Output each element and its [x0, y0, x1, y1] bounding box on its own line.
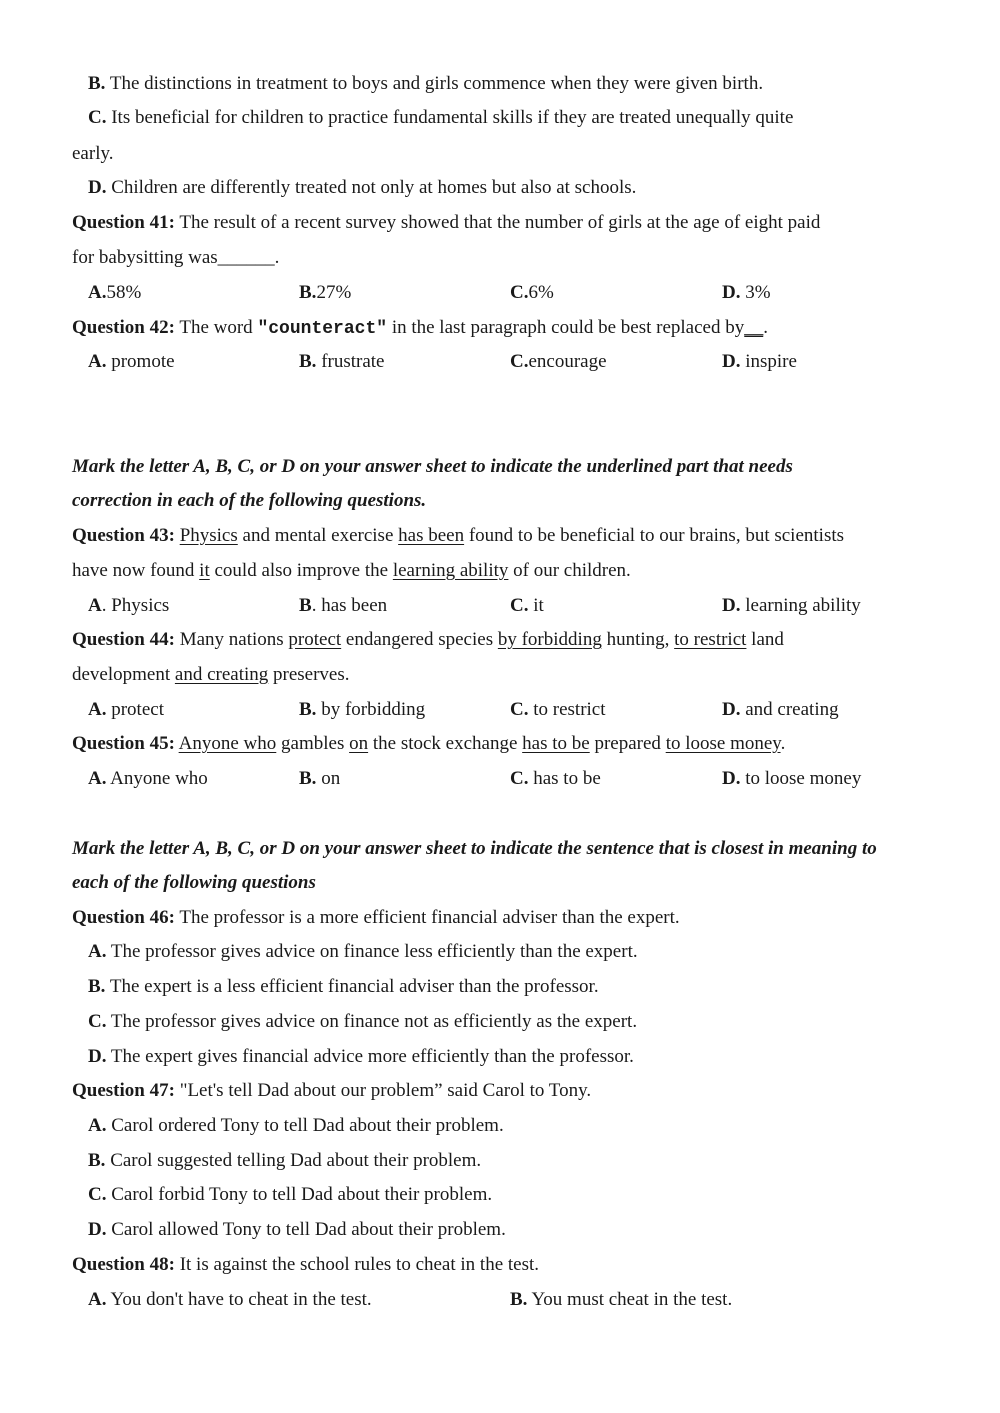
question-47	[72, 1079, 591, 1103]
instruction-error-correction-continued: correction in each of the following questions.	[72, 490, 427, 511]
option-text: Children are differently treated not only at homes but also at schools.	[106, 177, 637, 198]
q43-option-b	[299, 594, 387, 618]
option-letter: D.	[88, 1219, 107, 1240]
question-label: Question 47:	[72, 1080, 175, 1101]
underlined-part-d: and creating	[174, 664, 269, 685]
question-text: in the last paragraph could be best replaced by	[387, 317, 745, 338]
question-text: land	[746, 629, 784, 650]
option-text: Its beneficial for children to practice fundamental skills if they are treated unequally quite	[106, 107, 794, 128]
q40-option-b	[88, 72, 763, 96]
q46-option-c	[88, 1010, 637, 1034]
option-letter: A.	[88, 699, 107, 720]
question-label: Question 43:	[72, 525, 175, 546]
option-letter: A	[88, 595, 102, 616]
question-45	[72, 732, 785, 756]
option-text: Carol forbid Tony to tell Dad about their problem.	[106, 1184, 493, 1205]
question-text: The result of a recent survey showed that the number of girls at the age of eight paid	[174, 212, 821, 233]
option-letter: C.	[88, 1184, 107, 1205]
question-44-continued	[72, 663, 350, 687]
question-41	[72, 211, 820, 235]
option-letter: C.	[510, 351, 529, 372]
q47-option-a	[88, 1114, 504, 1138]
option-letter: C.	[510, 282, 529, 303]
underlined-part-b: has been	[398, 525, 465, 546]
option-letter: A.	[88, 941, 107, 962]
option-text: it	[528, 595, 544, 616]
question-text: and mental exercise	[237, 525, 399, 546]
question-text: The professor is a more efficient financial adviser than the expert.	[174, 907, 680, 928]
q48-option-b	[510, 1288, 732, 1312]
question-41-continued: for babysitting was______.	[72, 247, 280, 268]
q41-option-b	[299, 281, 351, 305]
q42-option-b	[299, 350, 385, 374]
option-letter: B.	[88, 73, 106, 94]
underlined-part-d: to loose money	[665, 733, 781, 754]
question-text: Many nations	[174, 629, 289, 650]
q48-option-a	[88, 1288, 372, 1312]
question-text: .	[763, 317, 768, 338]
q44-option-d	[722, 698, 839, 722]
option-letter: B.	[299, 768, 317, 789]
option-letter: D.	[722, 699, 741, 720]
q43-option-a	[88, 594, 169, 618]
q42-option-d	[722, 350, 797, 374]
option-letter: B.	[299, 282, 317, 303]
option-letter: D.	[722, 282, 741, 303]
underlined-part-a: Physics	[179, 525, 238, 546]
instruction-error-correction: Mark the letter A, B, C, or D on your answer sheet to indicate the underlined part that needs	[72, 456, 793, 477]
question-text: have now found	[72, 560, 200, 581]
option-letter: D.	[722, 768, 741, 789]
option-text: encourage	[528, 351, 607, 372]
q45-option-b	[299, 767, 340, 791]
option-letter: C.	[510, 768, 529, 789]
option-letter: D.	[722, 595, 741, 616]
q41-option-d	[722, 281, 771, 305]
question-text: The word	[174, 317, 258, 338]
q42-option-c	[510, 350, 607, 374]
option-letter: C.	[510, 699, 529, 720]
q40-option-d	[88, 176, 636, 200]
q43-option-d	[722, 594, 861, 618]
q45-option-c	[510, 767, 601, 791]
option-letter: A.	[88, 1289, 107, 1310]
q47-option-c	[88, 1183, 492, 1207]
option-text: to restrict	[528, 699, 606, 720]
option-text: The professor gives advice on finance less efficiently than the expert.	[106, 941, 638, 962]
question-46	[72, 906, 680, 930]
option-text: inspire	[740, 351, 797, 372]
underlined-part-d: learning ability	[392, 560, 509, 581]
question-text: .	[780, 733, 786, 754]
question-text: of our children.	[508, 560, 631, 581]
option-letter: C.	[88, 1011, 107, 1032]
question-text: prepared	[589, 733, 666, 754]
option-text: The expert gives financial advice more efficiently than the professor.	[106, 1046, 634, 1067]
q46-option-a	[88, 940, 638, 964]
q47-option-d	[88, 1218, 506, 1242]
q42-option-a	[88, 350, 175, 374]
option-text: promote	[106, 351, 175, 372]
option-letter: A.	[88, 768, 107, 789]
underlined-part-c: has to be	[522, 733, 590, 754]
option-letter: A.	[88, 282, 107, 303]
question-43	[72, 524, 844, 548]
option-letter: C.	[510, 595, 529, 616]
question-label: Question 44:	[72, 629, 175, 650]
question-label: Question 48:	[72, 1254, 175, 1275]
question-text: gambles	[276, 733, 350, 754]
option-text: 3%	[740, 282, 771, 303]
q40-option-c-continued: early.	[72, 143, 114, 164]
option-text: Carol allowed Tony to tell Dad about their problem.	[106, 1219, 506, 1240]
q45-option-a	[88, 767, 208, 791]
instruction-closest-meaning: Mark the letter A, B, C, or D on your answer sheet to indicate the sentence that is closest in meaning to	[72, 838, 877, 859]
option-text: by forbidding	[316, 699, 426, 720]
option-letter: D.	[722, 351, 741, 372]
question-text: endangered species	[341, 629, 498, 650]
instruction-closest-meaning-continued: each of the following questions	[72, 872, 316, 893]
question-text: could also improve the	[209, 560, 393, 581]
q41-option-a	[88, 281, 141, 305]
question-43-continued	[72, 559, 631, 583]
question-text: hunting,	[601, 629, 675, 650]
underlined-part-c: it	[199, 560, 210, 581]
question-44	[72, 628, 784, 652]
q43-option-c	[510, 594, 544, 618]
option-text: to loose money	[740, 768, 862, 789]
option-letter: C.	[88, 107, 107, 128]
q47-option-b	[88, 1149, 481, 1173]
question-42	[72, 316, 768, 341]
answer-blank: __	[744, 317, 764, 338]
option-text: Carol ordered Tony to tell Dad about their problem.	[106, 1115, 504, 1136]
question-text: preserves.	[268, 664, 350, 685]
option-letter: B.	[299, 351, 317, 372]
option-text: 6%	[528, 282, 554, 303]
option-letter: D.	[88, 1046, 107, 1067]
option-text: frustrate	[316, 351, 385, 372]
option-text: learning ability	[740, 595, 861, 616]
q44-option-c	[510, 698, 606, 722]
question-48	[72, 1253, 539, 1277]
highlighted-word: "counteract"	[257, 319, 388, 339]
q44-option-b	[299, 698, 425, 722]
q40-option-c	[88, 106, 793, 130]
option-letter: B.	[88, 1150, 106, 1171]
question-label: Question 45:	[72, 733, 175, 754]
option-letter: D.	[88, 177, 107, 198]
question-text: the stock exchange	[368, 733, 523, 754]
option-text: Anyone who	[106, 768, 208, 789]
option-text: protect	[106, 699, 164, 720]
question-label: Question 41:	[72, 212, 175, 233]
option-text: The professor gives advice on finance not as efficiently as the expert.	[106, 1011, 638, 1032]
option-text: You must cheat in the test.	[527, 1289, 733, 1310]
option-text: You don't have to cheat in the test.	[106, 1289, 372, 1310]
q44-option-a	[88, 698, 164, 722]
question-text: It is against the school rules to cheat in the test.	[174, 1254, 540, 1275]
question-label: Question 46:	[72, 907, 175, 928]
option-letter: B.	[299, 699, 317, 720]
option-text: . has been	[311, 595, 388, 616]
underlined-part-c: to restrict	[674, 629, 747, 650]
question-text: development	[72, 664, 175, 685]
option-text: has to be	[528, 768, 601, 789]
q46-option-b	[88, 975, 599, 999]
option-text: on	[316, 768, 341, 789]
option-text: and creating	[740, 699, 839, 720]
option-text: 58%	[106, 282, 142, 303]
option-letter: A.	[88, 1115, 107, 1136]
underlined-part-a: Anyone who	[178, 733, 277, 754]
option-letter: B.	[510, 1289, 528, 1310]
option-letter: B.	[88, 976, 106, 997]
option-text: The distinctions in treatment to boys and girls commence when they were given birth.	[105, 73, 764, 94]
q45-option-d	[722, 767, 861, 791]
option-text: The expert is a less efficient financial adviser than the professor.	[105, 976, 599, 997]
option-text: Carol suggested telling Dad about their problem.	[105, 1150, 482, 1171]
underlined-part-b: on	[349, 733, 369, 754]
underlined-part-b: by forbidding	[497, 629, 602, 650]
option-text: . Physics	[101, 595, 170, 616]
q41-option-c	[510, 281, 554, 305]
option-text: 27%	[316, 282, 352, 303]
option-letter: A.	[88, 351, 107, 372]
question-text: found to be beneficial to our brains, but scientists	[464, 525, 845, 546]
option-letter: B	[299, 595, 312, 616]
question-text: "Let's tell Dad about our problem” said Carol to Tony.	[174, 1080, 592, 1101]
question-label: Question 42:	[72, 317, 175, 338]
underlined-part-a: protect	[288, 629, 342, 650]
q46-option-d	[88, 1045, 634, 1069]
